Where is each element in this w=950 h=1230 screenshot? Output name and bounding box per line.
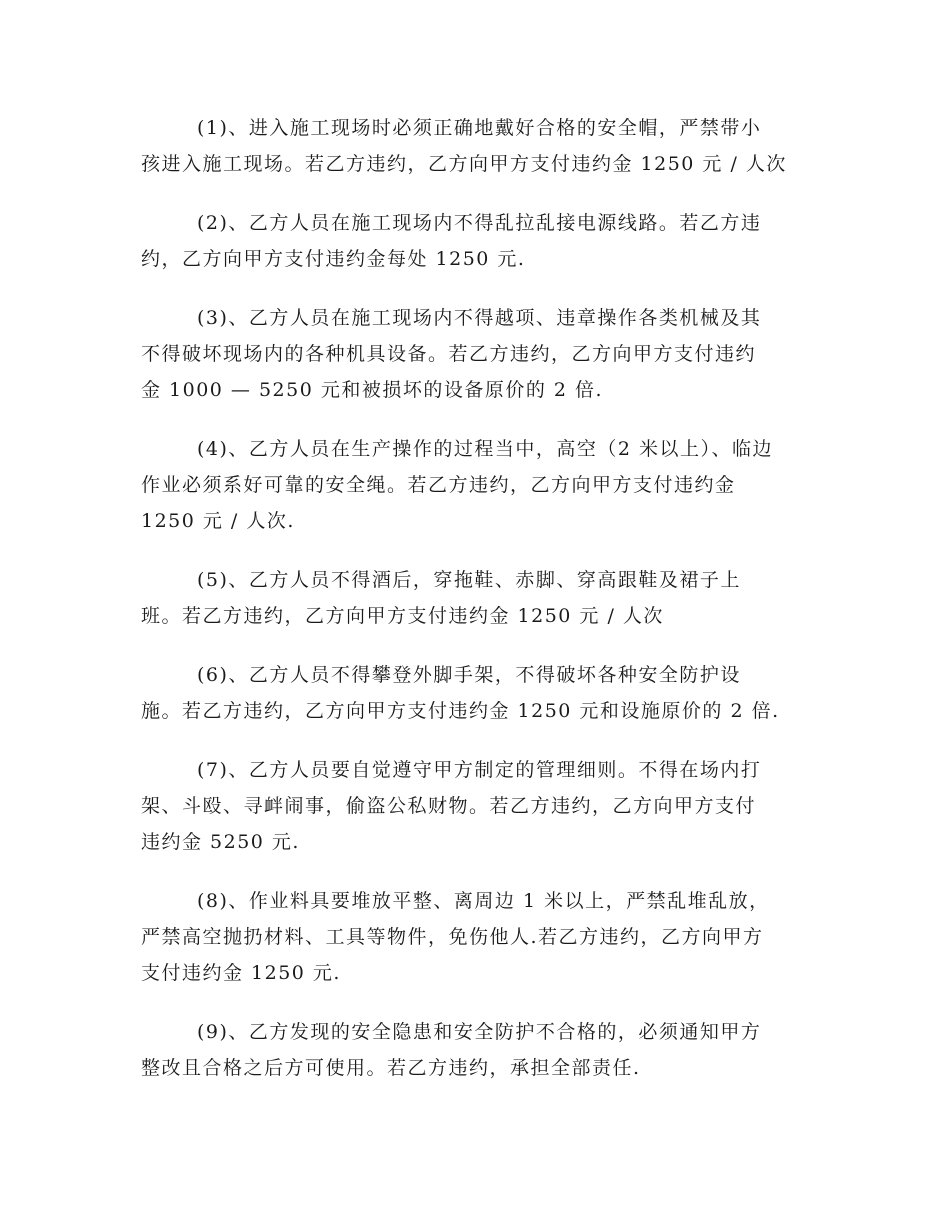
clause-6 (141, 657, 811, 729)
clause-line: 孩进入施工现场。若乙方违约，乙方向甲方支付违约金 1250 元 / 人次 (141, 153, 787, 175)
clause-line: 施。若乙方违约，乙方向甲方支付违约金 1250 元和设施原价的 2 倍. (141, 700, 780, 722)
clause-9 (141, 1014, 811, 1086)
clause-4 (141, 431, 811, 539)
clause-2 (141, 205, 811, 277)
clause-line: 支付违约金 1250 元. (141, 962, 341, 984)
clause-line: 班。若乙方违约，乙方向甲方支付违约金 1250 元 / 人次 (141, 605, 664, 627)
clause-line: 违约金 5250 元. (141, 831, 300, 853)
clause-7 (141, 752, 811, 860)
clause-list (141, 110, 811, 1109)
clause-line: 约，乙方向甲方支付违约金每处 1250 元. (141, 248, 526, 270)
clause-line: 1250 元 / 人次. (141, 510, 295, 532)
clause-line: 整改且合格之后方可使用。若乙方违约，承担全部责任. (141, 1057, 641, 1079)
clause-line: 架、斗殴、寻衅闹事，偷盗公私财物。若乙方违约，乙方向甲方支付 (141, 795, 757, 817)
clause-line: (1)、进入施工现场时必须正确地戴好合格的安全帽，严禁带小 (197, 117, 762, 139)
clause-line: (5)、乙方人员不得酒后，穿拖鞋、赤脚、穿高跟鞋及裙子上 (197, 569, 741, 591)
clause-line: (3)、乙方人员在施工现场内不得越项、违章操作各类机械及其 (197, 307, 762, 329)
clause-line: (9)、乙方发现的安全隐患和安全防护不合格的，必须通知甲方 (197, 1021, 762, 1043)
clause-line: (4)、乙方人员在生产操作的过程当中，高空（2 米以上）、临边 (197, 438, 774, 460)
clause-line: 金 1000 — 5250 元和被损坏的设备原价的 2 倍. (141, 379, 604, 401)
clause-line: 不得破坏现场内的各种机具设备。若乙方违约，乙方向甲方支付违约 (141, 343, 757, 365)
clause-line: 作业必须系好可靠的安全绳。若乙方违约，乙方向甲方支付违约金 (141, 474, 736, 496)
clause-line: (8)、作业料具要堆放平整、离周边 1 米以上，严禁乱堆乱放， (197, 890, 770, 912)
clause-line: (2)、乙方人员在施工现场内不得乱拉乱接电源线路。若乙方违 (197, 212, 762, 234)
clause-8 (141, 883, 811, 991)
clause-1 (141, 110, 811, 182)
clause-line: (6)、乙方人员不得攀登外脚手架，不得破坏各种安全防护设 (197, 664, 741, 686)
clause-line: (7)、乙方人员要自觉遵守甲方制定的管理细则。不得在场内打 (197, 759, 762, 781)
clause-line: 严禁高空抛扔材料、工具等物件，免伤他人.若乙方违约，乙方向甲方 (141, 926, 764, 948)
clause-3 (141, 300, 811, 408)
clause-5 (141, 562, 811, 634)
